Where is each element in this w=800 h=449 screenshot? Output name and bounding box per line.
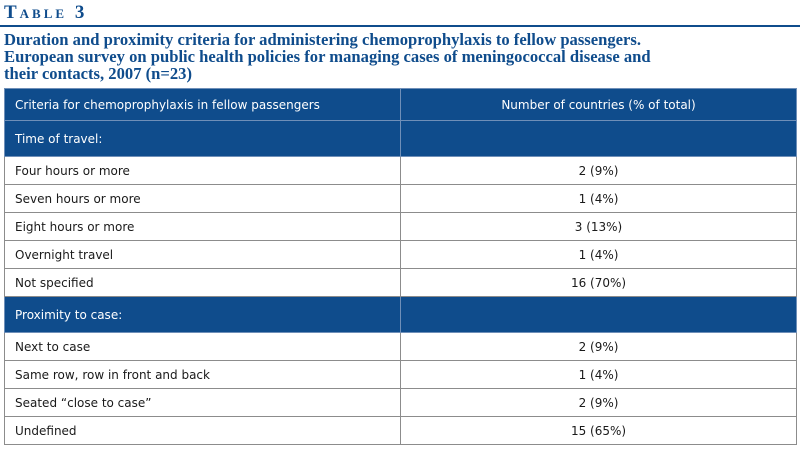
table-row	[5, 361, 797, 389]
table-row	[5, 185, 797, 213]
count-cell: 2 (9%)	[401, 333, 797, 361]
count-cell: 15 (65%)	[401, 417, 797, 445]
section-title: Time of travel:	[5, 121, 401, 157]
table-row	[5, 269, 797, 297]
table-row	[5, 389, 797, 417]
criterion-cell: Same row, row in front and back	[5, 361, 401, 389]
section-row-time-of-travel	[5, 121, 797, 157]
table-row	[5, 213, 797, 241]
table-caption	[4, 31, 794, 82]
caption-line: their contacts, 2007 (n=23)	[4, 64, 192, 83]
title-rule	[0, 25, 800, 27]
count-cell: 1 (4%)	[401, 185, 797, 213]
section-title: Proximity to case:	[5, 297, 401, 333]
column-header-count: Number of countries (% of total)	[401, 89, 797, 121]
table-row	[5, 333, 797, 361]
criterion-cell: Next to case	[5, 333, 401, 361]
criterion-cell: Not specified	[5, 269, 401, 297]
criterion-cell: Eight hours or more	[5, 213, 401, 241]
header-row	[5, 89, 797, 121]
criterion-cell: Four hours or more	[5, 157, 401, 185]
count-cell: 1 (4%)	[401, 241, 797, 269]
table-label: Table 3	[4, 2, 88, 23]
count-cell: 1 (4%)	[401, 361, 797, 389]
count-cell: 3 (13%)	[401, 213, 797, 241]
section-row-proximity-to-case	[5, 297, 797, 333]
table-row	[5, 417, 797, 445]
table-row	[5, 157, 797, 185]
caption-line: European survey on public health policies for managing cases of meningococcal disease and	[4, 47, 651, 66]
section-blank-cell	[401, 297, 797, 333]
column-header-criteria: Criteria for chemoprophylaxis in fellow passengers	[5, 89, 401, 121]
criteria-table	[4, 88, 797, 445]
criterion-cell: Overnight travel	[5, 241, 401, 269]
count-cell: 2 (9%)	[401, 389, 797, 417]
section-blank-cell	[401, 121, 797, 157]
table-row	[5, 241, 797, 269]
criterion-cell: Seven hours or more	[5, 185, 401, 213]
count-cell: 16 (70%)	[401, 269, 797, 297]
caption-line: Duration and proximity criteria for administering chemoprophylaxis to fellow passengers.	[4, 30, 641, 49]
criterion-cell: Seated “close to case”	[5, 389, 401, 417]
criterion-cell: Undefined	[5, 417, 401, 445]
count-cell: 2 (9%)	[401, 157, 797, 185]
